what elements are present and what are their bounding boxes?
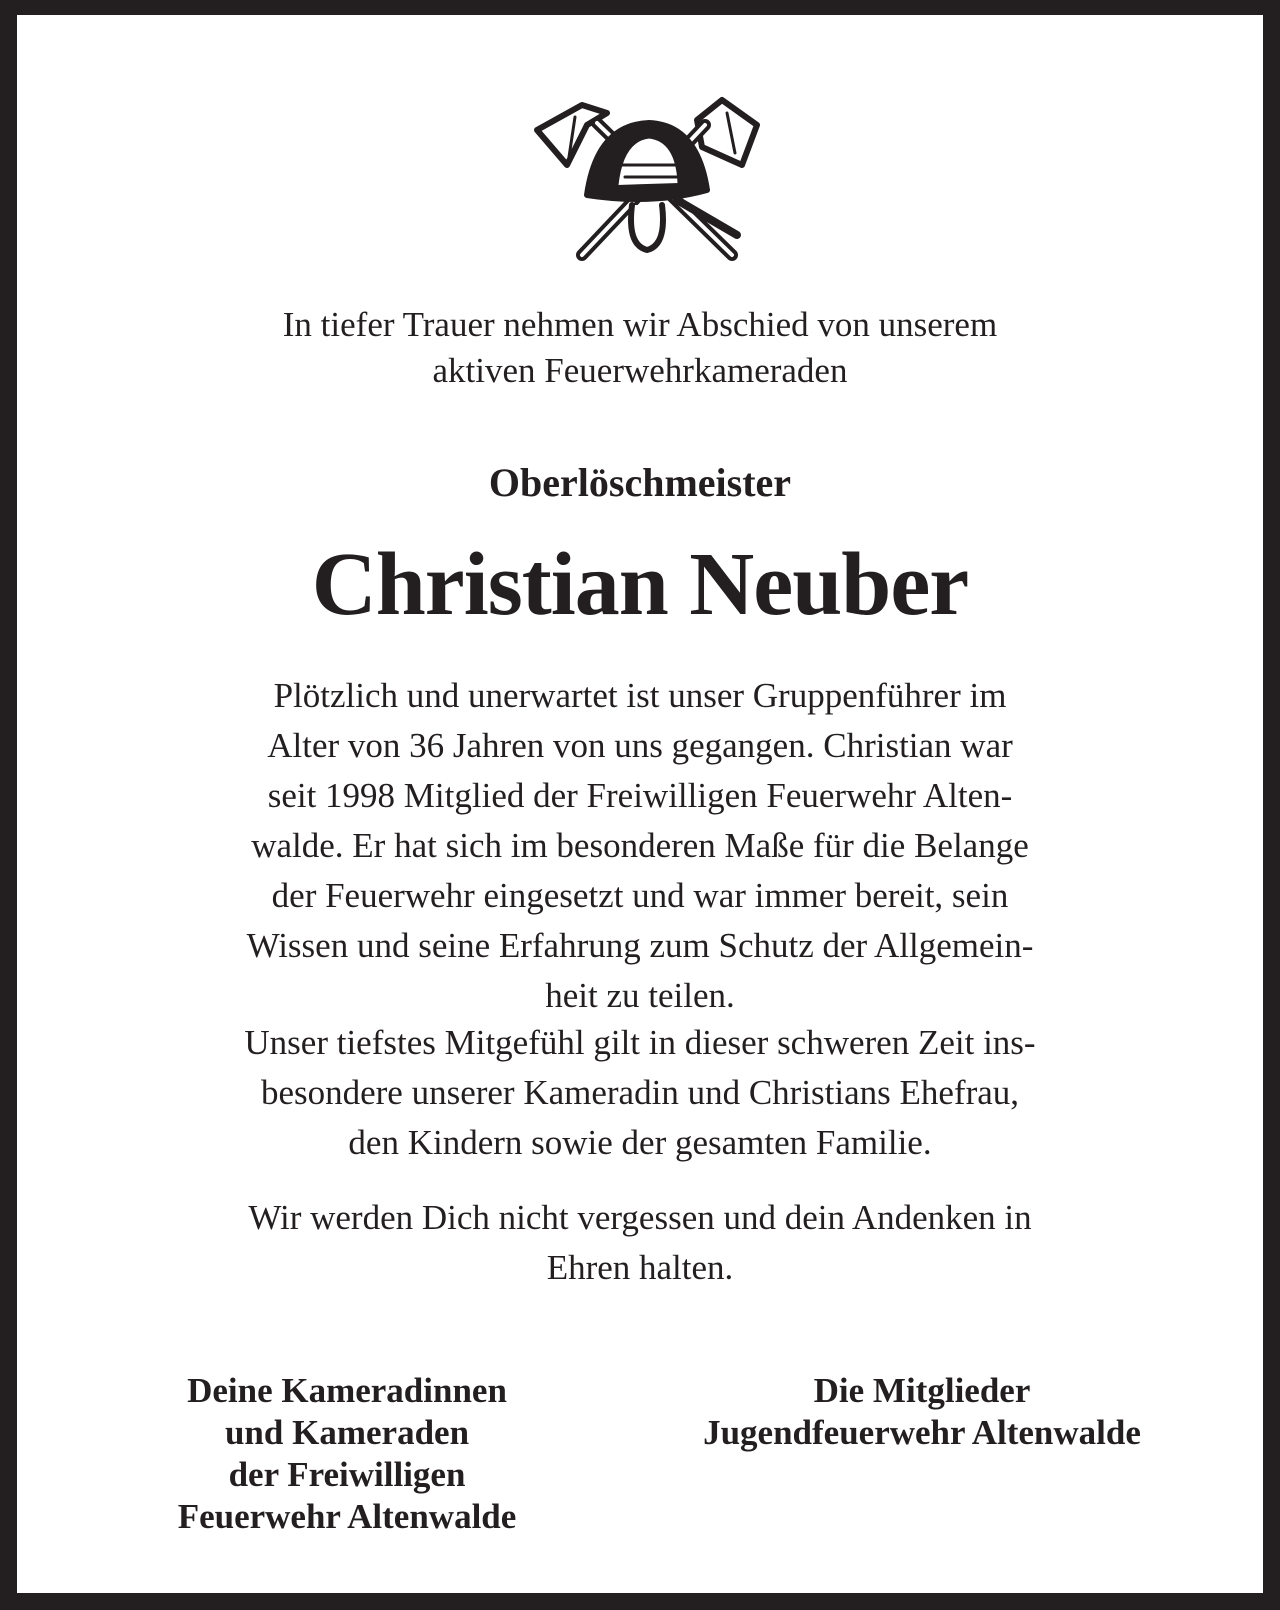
text-line: Plötzlich und unerwartet ist unser Gruppenführer im (273, 676, 1007, 715)
text-line: Ehren halten. (546, 1248, 734, 1287)
signature-line: der Freiwilligen (228, 1455, 466, 1494)
text-line: seit 1998 Mitglied der Freiwilligen Feuerwehr Alten- (267, 776, 1013, 815)
intro-line: In tiefer Trauer nehmen wir Abschied von unserem (282, 305, 998, 344)
signature-line: Deine Kameradinnen (187, 1371, 507, 1410)
signature-fire-brigade (87, 1370, 607, 1538)
intro-line: aktiven Feuerwehrkameraden (432, 351, 848, 390)
text-line: heit zu teilen. (545, 976, 735, 1015)
deceased-rank: Oberlöschmeister (488, 460, 792, 505)
text-line: den Kindern sowie der gesamten Familie. (348, 1123, 932, 1162)
intro-text (17, 302, 1263, 394)
paragraph-tribute (77, 671, 1203, 1021)
text-line: Wir werden Dich nicht vergessen und dein Andenken in (248, 1198, 1032, 1237)
text-line: walde. Er hat sich im besonderen Maße für die Belange (251, 826, 1029, 865)
firefighter-emblem-icon (527, 85, 767, 265)
text-line: Wissen und seine Erfahrung zum Schutz der Allgemein- (246, 926, 1034, 965)
paragraph-remembrance (77, 1193, 1203, 1293)
text-line: besondere unserer Kameradin und Christians Ehefrau, (260, 1073, 1020, 1112)
text-line: Unser tiefstes Mitgefühl gilt in dieser schweren Zeit ins- (244, 1023, 1036, 1062)
signature-youth-fire-brigade (607, 1370, 1237, 1454)
signature-line: Feuerwehr Altenwalde (177, 1497, 517, 1536)
signature-line: Die Mitglieder (813, 1371, 1031, 1410)
text-line: Alter von 36 Jahren von uns gegangen. Christian war (267, 726, 1013, 765)
deceased-name: Christian Neuber (311, 535, 969, 634)
text-line: der Feuerwehr eingesetzt und war immer bereit, sein (271, 876, 1009, 915)
paragraph-condolences (77, 1018, 1203, 1168)
signature-line: und Kameraden (224, 1413, 470, 1452)
obituary-notice (17, 15, 1263, 1593)
signature-line: Jugendfeuerwehr Altenwalde (703, 1413, 1141, 1452)
